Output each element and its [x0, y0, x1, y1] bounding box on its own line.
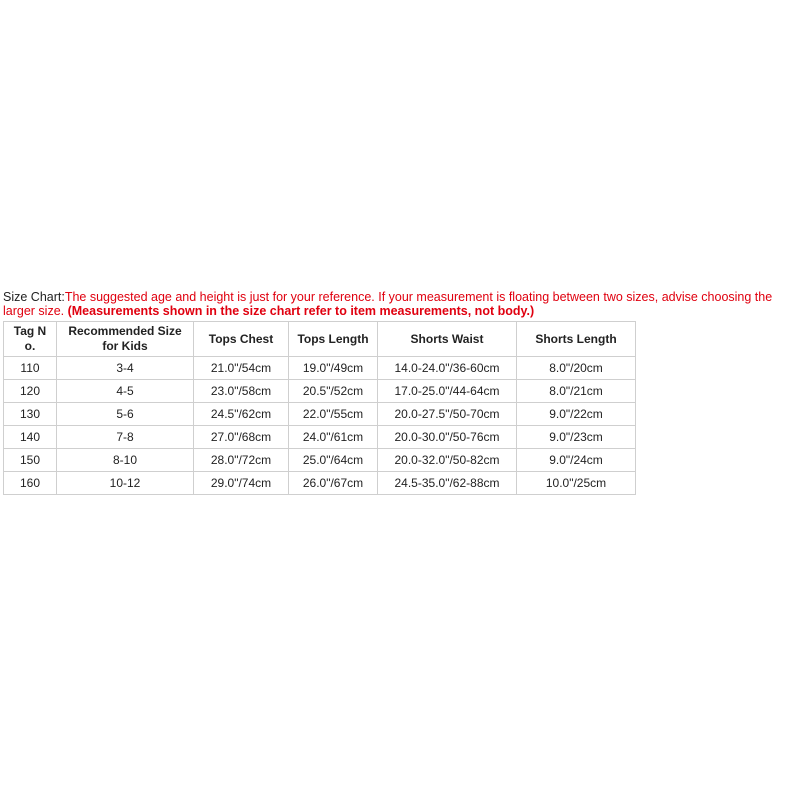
cell-tops-chest: 28.0"/72cm	[194, 449, 289, 472]
cell-shorts-waist: 20.0-32.0"/50-82cm	[378, 449, 517, 472]
cell-shorts-length: 9.0"/22cm	[517, 403, 636, 426]
cell-shorts-length: 8.0"/20cm	[517, 357, 636, 380]
cell-tops-chest: 29.0"/74cm	[194, 472, 289, 495]
measurement-note: (Measurements shown in the size chart refer to item measurements, not body.)	[67, 304, 535, 318]
cell-shorts-waist: 20.0-27.5"/50-70cm	[378, 403, 517, 426]
cell-tops-length: 24.0"/61cm	[289, 426, 378, 449]
cell-shorts-waist: 20.0-30.0"/50-76cm	[378, 426, 517, 449]
cell-tops-chest: 21.0"/54cm	[194, 357, 289, 380]
cell-shorts-length: 9.0"/24cm	[517, 449, 636, 472]
cell-shorts-waist: 24.5-35.0"/62-88cm	[378, 472, 517, 495]
size-chart	[3, 290, 798, 495]
cell-recommended-size: 4-5	[57, 380, 194, 403]
cell-tops-length: 22.0"/55cm	[289, 403, 378, 426]
header-row	[4, 322, 636, 357]
cell-tag-no: 160	[4, 472, 57, 495]
cell-recommended-size: 3-4	[57, 357, 194, 380]
cell-tops-length: 25.0"/64cm	[289, 449, 378, 472]
table-row	[4, 357, 636, 380]
size-table	[3, 321, 636, 495]
table-row	[4, 403, 636, 426]
table-row	[4, 426, 636, 449]
size-chart-label: Size Chart:	[3, 290, 65, 304]
header-shorts-waist: Shorts Waist	[378, 322, 517, 357]
cell-tag-no: 150	[4, 449, 57, 472]
cell-tag-no: 120	[4, 380, 57, 403]
cell-shorts-length: 8.0"/21cm	[517, 380, 636, 403]
cell-tag-no: 130	[4, 403, 57, 426]
cell-recommended-size: 8-10	[57, 449, 194, 472]
cell-tops-chest: 24.5"/62cm	[194, 403, 289, 426]
header-shorts-length: Shorts Length	[517, 322, 636, 357]
cell-shorts-waist: 17.0-25.0"/44-64cm	[378, 380, 517, 403]
cell-shorts-length: 9.0"/23cm	[517, 426, 636, 449]
header-tag-no: Tag N o.	[4, 322, 57, 357]
cell-recommended-size: 10-12	[57, 472, 194, 495]
cell-tops-length: 20.5"/52cm	[289, 380, 378, 403]
header-recommended-size: Recommended Size for Kids	[57, 322, 194, 357]
header-tops-chest: Tops Chest	[194, 322, 289, 357]
cell-tag-no: 140	[4, 426, 57, 449]
cell-tops-chest: 23.0"/58cm	[194, 380, 289, 403]
cell-shorts-length: 10.0"/25cm	[517, 472, 636, 495]
cell-tops-length: 19.0"/49cm	[289, 357, 378, 380]
reference-note: The suggested age and height is just for your reference. If your measurement is floating between two sizes, advise choosing the larger size.	[3, 290, 773, 318]
header-tops-length: Tops Length	[289, 322, 378, 357]
cell-tops-length: 26.0"/67cm	[289, 472, 378, 495]
table-row	[4, 380, 636, 403]
size-chart-intro	[3, 290, 798, 318]
cell-recommended-size: 5-6	[57, 403, 194, 426]
table-row	[4, 449, 636, 472]
table-row	[4, 472, 636, 495]
cell-recommended-size: 7-8	[57, 426, 194, 449]
cell-tops-chest: 27.0"/68cm	[194, 426, 289, 449]
cell-tag-no: 110	[4, 357, 57, 380]
cell-shorts-waist: 14.0-24.0"/36-60cm	[378, 357, 517, 380]
